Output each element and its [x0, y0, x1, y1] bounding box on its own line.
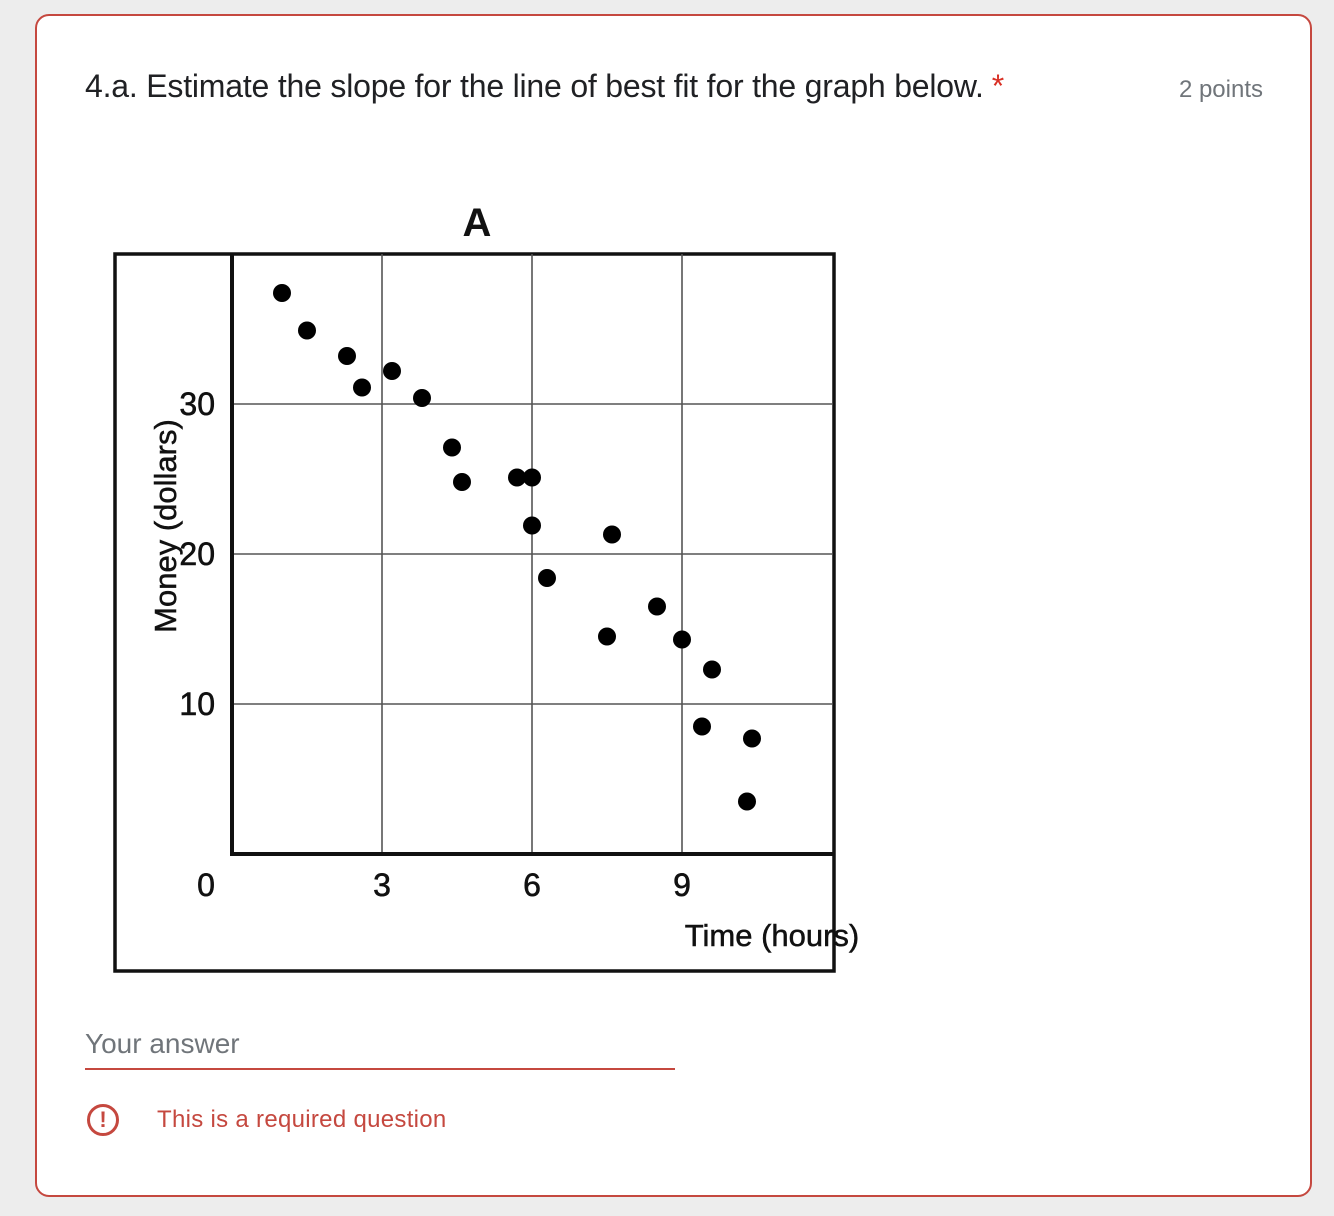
data-point	[693, 718, 711, 736]
scatter-chart	[112, 176, 882, 986]
data-point	[413, 389, 431, 407]
data-point	[298, 322, 316, 340]
data-point	[273, 284, 291, 302]
data-point	[703, 661, 721, 679]
question-card	[35, 14, 1312, 1197]
points-label: 2 points	[1178, 76, 1263, 103]
y-tick-label: 10	[179, 686, 215, 722]
question-title	[85, 68, 1004, 105]
data-point	[648, 598, 666, 616]
x-tick-label: 0	[197, 867, 215, 903]
data-point	[743, 730, 761, 748]
y-tick-label: 20	[179, 536, 215, 572]
answer-input[interactable]	[85, 1020, 675, 1070]
y-tick-label: 30	[179, 386, 215, 422]
data-point	[538, 569, 556, 587]
chart-title: A	[462, 201, 492, 245]
data-point	[603, 526, 621, 544]
error-message-row	[87, 1104, 447, 1136]
y-axis-label: Money (dollars)	[148, 419, 183, 633]
data-point	[353, 379, 371, 397]
data-point	[598, 628, 616, 646]
required-asterisk: *	[991, 68, 1004, 104]
exclamation-circle-icon: !	[87, 1104, 119, 1136]
x-tick-label: 6	[523, 867, 541, 903]
data-point	[383, 362, 401, 380]
data-point	[453, 473, 471, 491]
question-text: 4.a. Estimate the slope for the line of best fit for the graph below.	[85, 68, 984, 104]
x-tick-label: 9	[673, 867, 691, 903]
figure-frame	[115, 254, 834, 971]
data-point	[443, 439, 461, 457]
data-point	[523, 517, 541, 535]
data-point	[673, 631, 691, 649]
error-message: This is a required question	[157, 1106, 447, 1133]
data-point	[338, 347, 356, 365]
x-tick-label: 3	[373, 867, 391, 903]
data-point	[738, 793, 756, 811]
data-point	[523, 469, 541, 487]
x-axis-label: Time (hours)	[684, 918, 860, 953]
